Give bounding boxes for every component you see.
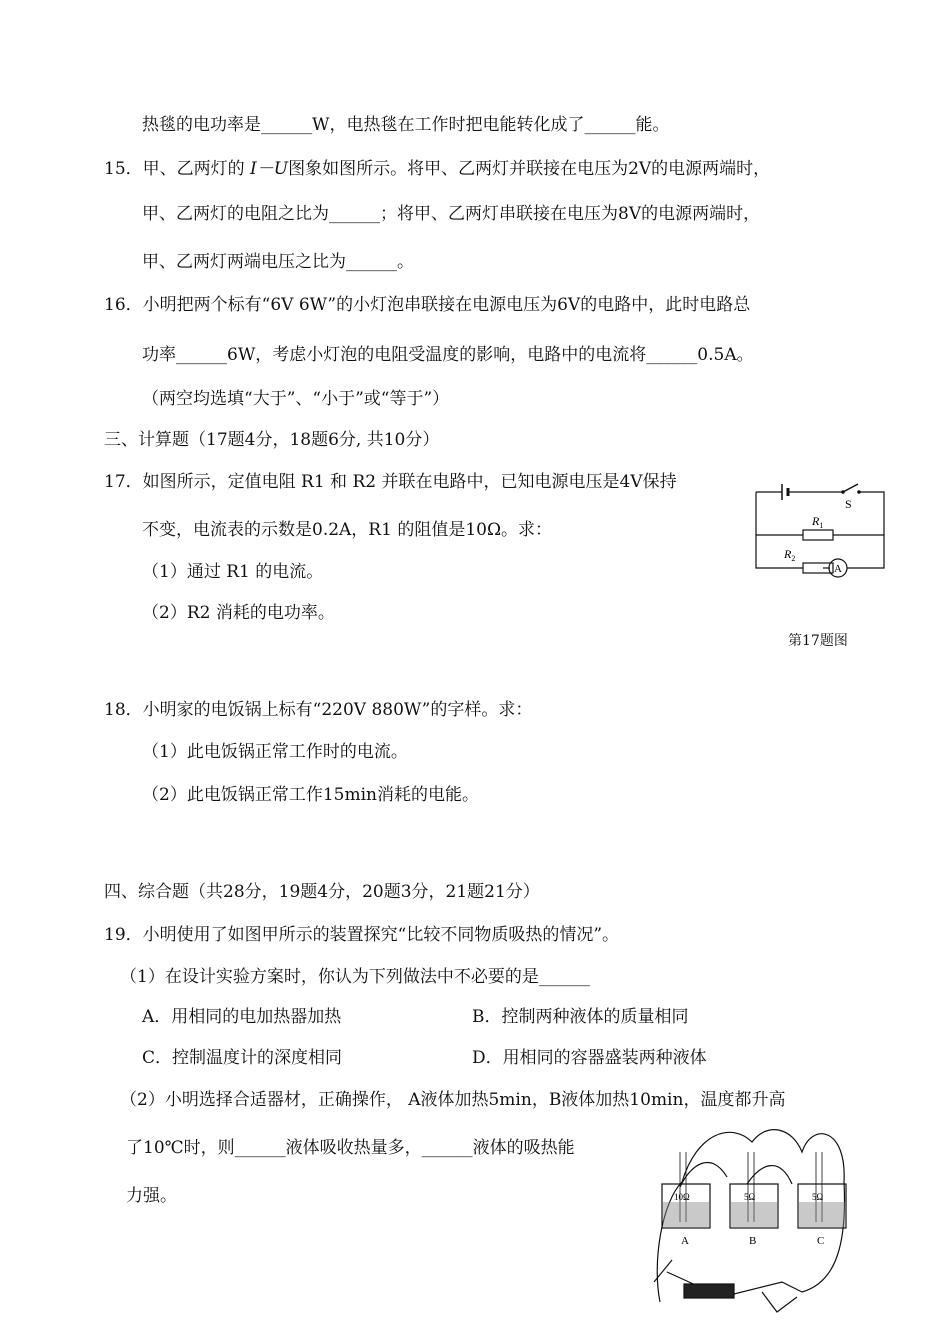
q14-text-line: 热毯的电功率是______W，电热毯在工作时把电能转化成了______能。 xyxy=(142,115,670,135)
question-19: 19．小明使用了如图甲所示的装置探究“比较不同物质吸热的情况”。 xyxy=(104,925,620,945)
beaker-c-resistor: 5Ω xyxy=(812,1192,824,1202)
question-18: 18．小明家的电饭锅上标有“220V 880W”的字样。求： xyxy=(104,700,533,720)
question-17: 17．如图所示，定值电阻 R1 和 R2 并联在电路中，已知电源电压是4V保持 xyxy=(104,472,677,492)
section-4-heading: 四、综合题（共28分，19题4分，20题3分，21题21分） xyxy=(104,882,540,902)
fig17-caption: 第17题图 xyxy=(788,633,848,649)
q19-part-1: （1）在设计实验方案时，你认为下列做法中不必要的是______ xyxy=(120,967,590,987)
section-3-heading: 三、计算题（17题4分，18题6分, 共10分） xyxy=(104,430,440,450)
option-c: C．控制温度计的深度相同 xyxy=(142,1048,343,1068)
q18-part-1: （1）此电饭锅正常工作时的电流。 xyxy=(142,742,408,762)
q17-part-2: （2）R2 消耗的电功率。 xyxy=(142,603,335,623)
beaker-b-resistor: 5Ω xyxy=(744,1192,756,1202)
q19-part-2: （2）小明选择合适器材，正确操作， A液体加热5min，B液体加热10min，温度都升高 xyxy=(120,1090,786,1110)
q15-text: 图象如图所示。将甲、乙两灯并联接在电压为2V的电源两端时， xyxy=(288,159,771,179)
switch-label: S xyxy=(845,497,852,511)
option-b: B．控制两种液体的质量相同 xyxy=(472,1007,689,1027)
q16-line-3: （两空均选填“大于”、“小于”或“等于”） xyxy=(142,389,450,409)
beaker-a-resistor: 10Ω xyxy=(674,1192,690,1202)
beaker-a-label: A xyxy=(681,1235,689,1247)
r2-label: $R_2$ xyxy=(784,547,796,563)
q15-line-3: 甲、乙两灯两端电压之比为______。 xyxy=(142,252,414,272)
option-d: D．用相同的容器盛装两种液体 xyxy=(472,1048,707,1068)
question-15 xyxy=(104,157,770,181)
q15-prefix: 15．甲、乙两灯的 xyxy=(104,159,251,179)
option-a: A．用相同的电加热器加热 xyxy=(142,1007,342,1027)
q18-part-2: （2）此电饭锅正常工作15min消耗的电能。 xyxy=(142,785,479,805)
q17-line-2: 不变，电流表的示数是0.2A，R1 的阻值是10Ω。求： xyxy=(142,520,553,540)
q19-part-2-line-3: 力强。 xyxy=(126,1186,177,1206)
q19-part-2-line-2: 了10℃时，则______液体吸收热量多，______液体的吸热能 xyxy=(126,1138,575,1158)
q19-apparatus-figure xyxy=(652,1122,852,1337)
beaker-b-label: B xyxy=(749,1235,757,1247)
q17-part-1: （1）通过 R1 的电流。 xyxy=(142,562,324,582)
q15-line-2: 甲、乙两灯的电阻之比为______；将甲、乙两灯串联接在电压为8V的电源两端时， xyxy=(142,204,761,224)
question-16: 16．小明把两个标有“6V 6W”的小灯泡串联接在电源电压为6V的电路中，此时电路总 xyxy=(104,295,751,315)
r1-label: $R_1$ xyxy=(812,514,824,530)
q15-iu-symbol: I－U xyxy=(250,159,289,179)
ammeter-label: A xyxy=(834,563,842,575)
q17-circuit-diagram xyxy=(748,480,893,580)
q16-line-2: 功率______6W，考虑小灯泡的电阻受温度的影响，电路中的电流将______0.5A。 xyxy=(142,345,754,365)
beaker-c-label: C xyxy=(817,1235,825,1247)
